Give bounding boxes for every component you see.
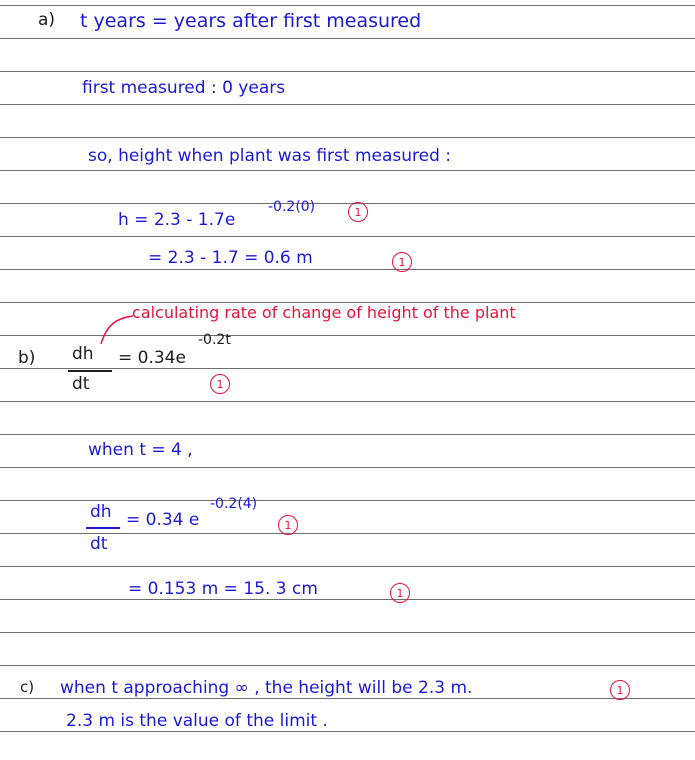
ruled-line	[0, 434, 695, 435]
part-c-line-1: when t approaching ∞ , the height will be 2.3 m.	[60, 678, 473, 698]
part-b-label: b)	[18, 348, 36, 368]
ruled-line	[0, 5, 695, 6]
result-equation: = 2.3 - 1.7 = 0.6 m	[148, 248, 313, 268]
part-c-label: c)	[20, 678, 35, 696]
ruled-line	[0, 731, 695, 732]
ruled-line	[0, 401, 695, 402]
ruled-line	[0, 236, 695, 237]
h-exponent: -0.2(0)	[268, 199, 316, 215]
derivative-exponent-2: -0.2(4)	[210, 496, 258, 512]
dh-numerator-2: dh	[90, 502, 112, 522]
dt-denominator: dt	[72, 374, 90, 394]
derivative-equation-2: = 0.34 e	[126, 510, 200, 530]
part-a-definition: t years = years after first measured	[80, 10, 422, 32]
when-t-line: when t = 4 ,	[88, 440, 193, 460]
ruled-line	[0, 632, 695, 633]
ruled-line	[0, 467, 695, 468]
ruled-line	[0, 170, 695, 171]
ruled-line	[0, 104, 695, 105]
mark-circle-5: 1	[390, 583, 410, 603]
annotation-arrow	[95, 312, 135, 348]
ruled-line	[0, 203, 695, 204]
derivative-exponent: -0.2t	[198, 332, 231, 348]
ruled-line	[0, 38, 695, 39]
mark-circle-3: 1	[210, 374, 230, 394]
fraction-bar	[68, 370, 112, 372]
h-equation: h = 2.3 - 1.7e	[118, 210, 236, 230]
ruled-line	[0, 599, 695, 600]
ruled-line	[0, 566, 695, 567]
first-measured-line: first measured : 0 years	[82, 78, 286, 98]
dt-denominator-2: dt	[90, 534, 108, 554]
ruled-line	[0, 698, 695, 699]
value-line: = 0.153 m = 15. 3 cm	[128, 579, 318, 599]
ruled-line	[0, 269, 695, 270]
ruled-line	[0, 368, 695, 369]
ruled-line	[0, 665, 695, 666]
so-line: so, height when plant was first measured :	[88, 146, 452, 166]
mark-circle-4: 1	[278, 515, 298, 535]
mark-circle-1: 1	[348, 202, 368, 222]
dh-numerator: dh	[72, 344, 94, 364]
part-c-line-2: 2.3 m is the value of the limit .	[66, 711, 328, 731]
ruled-line	[0, 137, 695, 138]
mark-circle-6: 1	[610, 680, 630, 700]
ruled-line	[0, 500, 695, 501]
annotation-note: calculating rate of change of height of the plant	[132, 303, 516, 322]
fraction-bar-2	[86, 527, 120, 529]
part-a-label: a)	[38, 10, 56, 30]
ruled-line	[0, 71, 695, 72]
mark-circle-2: 1	[392, 252, 412, 272]
derivative-equation: = 0.34e	[118, 348, 186, 368]
